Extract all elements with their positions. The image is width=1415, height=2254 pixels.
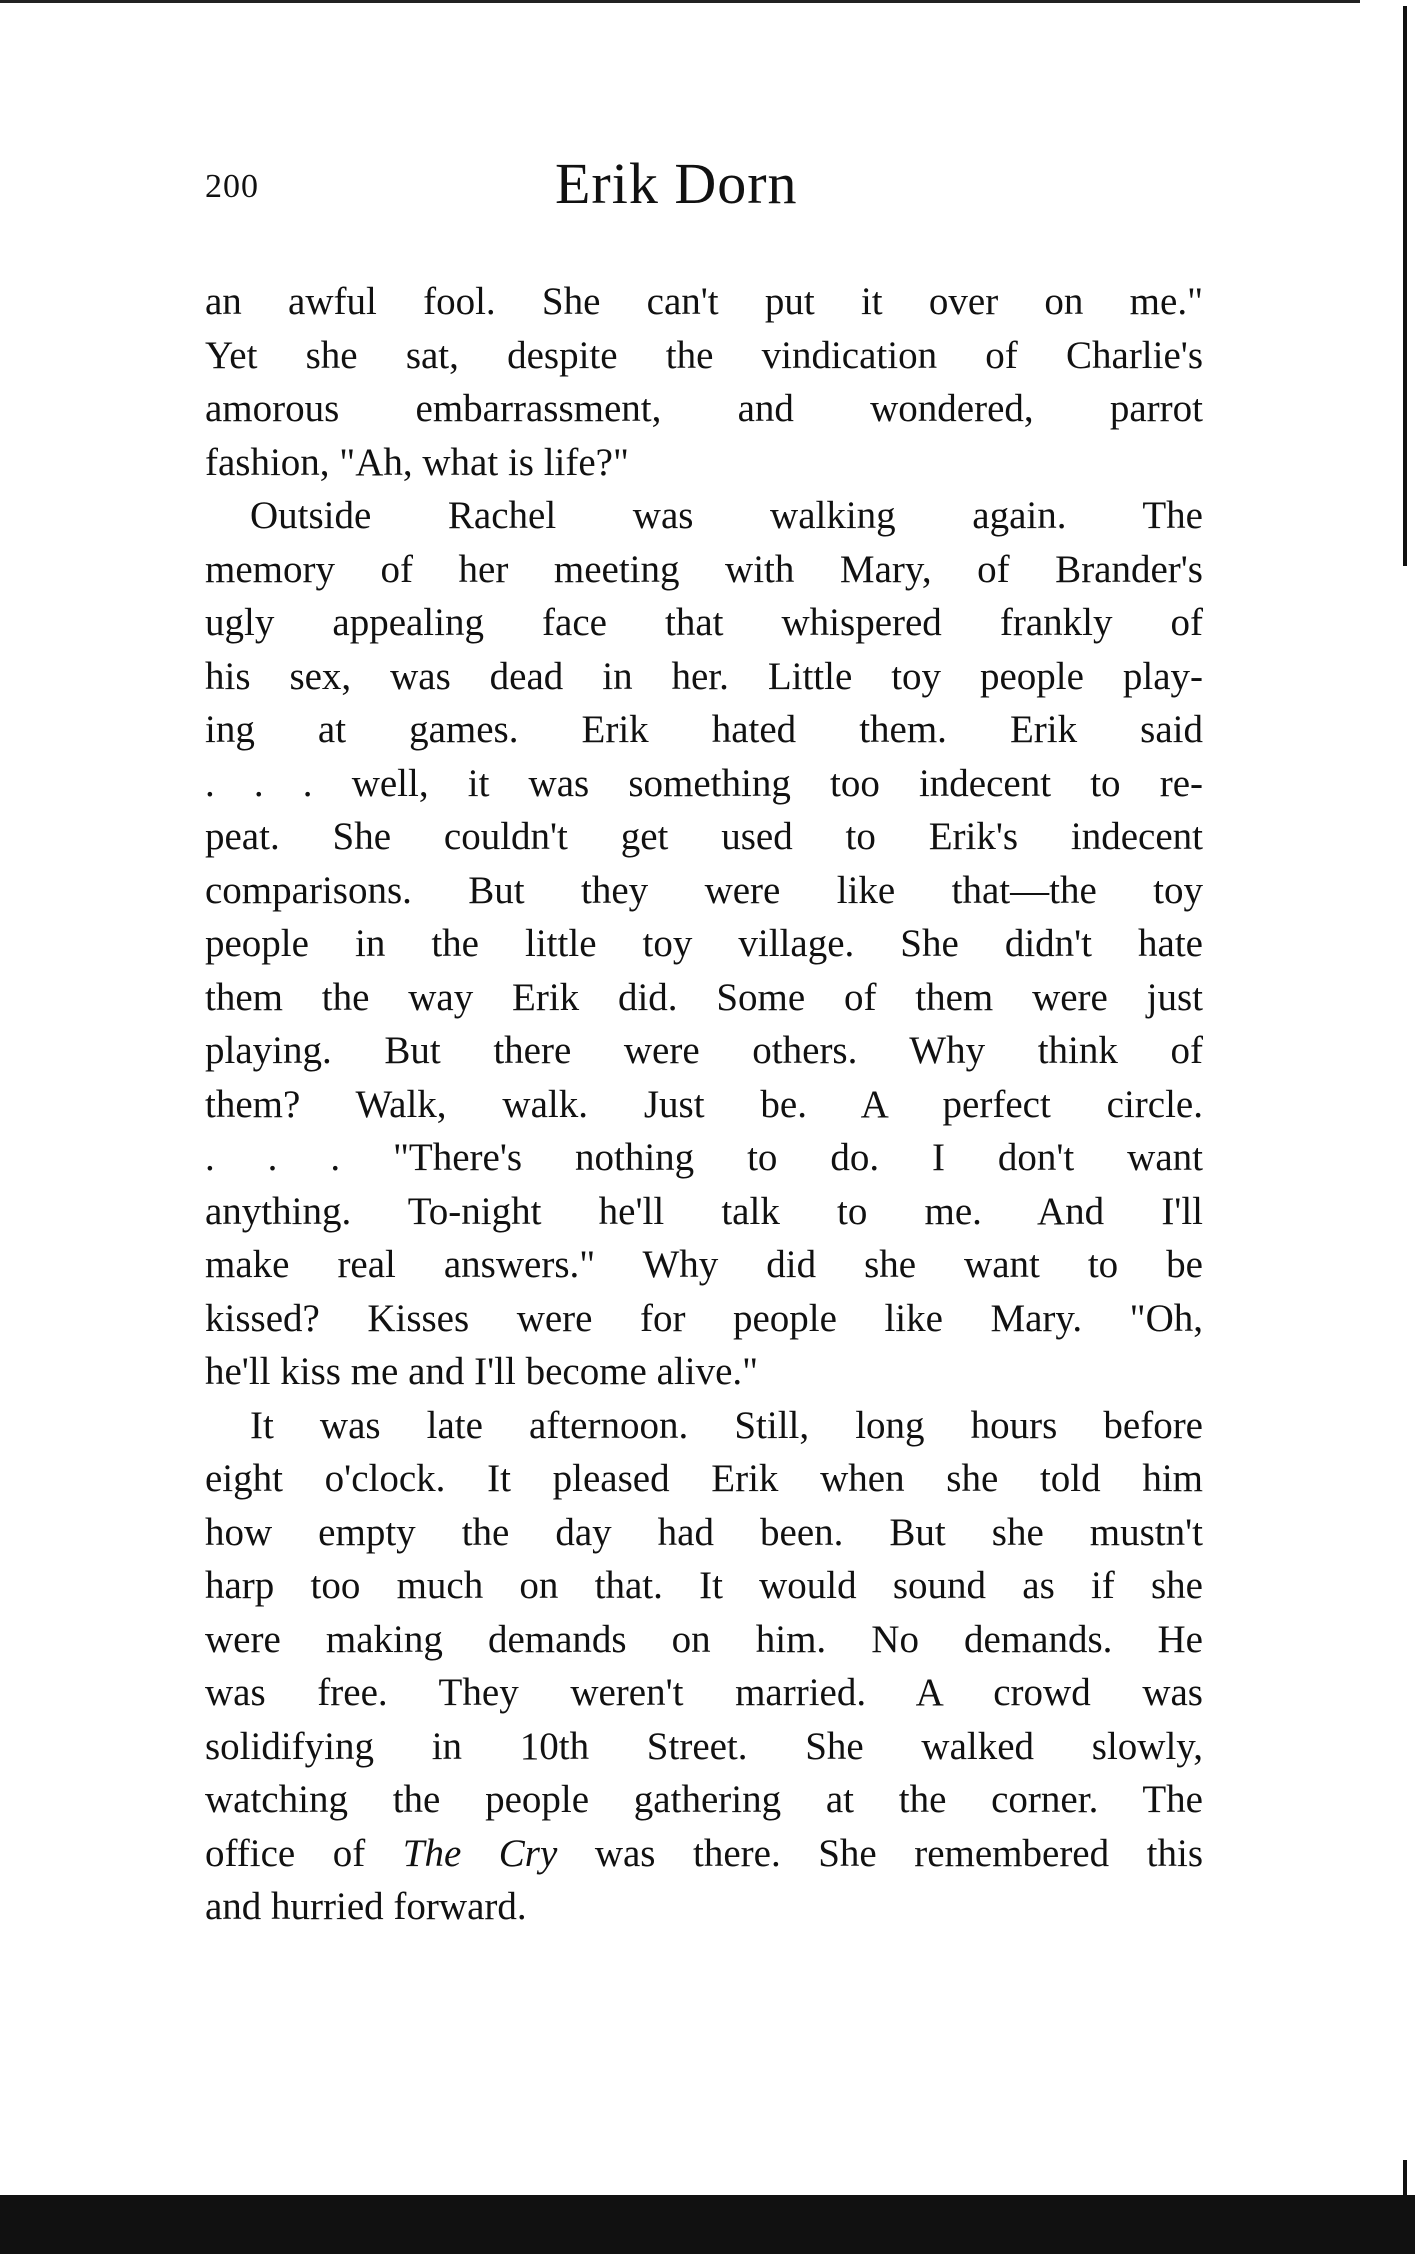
right-edge-shadow (1403, 6, 1407, 566)
text-fragment: was there. She remembered this (557, 1831, 1203, 1875)
text-line: he'll kiss me and I'll become alive." (205, 1350, 759, 1393)
text-line: comparisons. But they were like that—the toy (205, 868, 1203, 912)
newspaper-title: The Cry (402, 1831, 558, 1875)
page-number: 200 (205, 168, 259, 205)
text-line: memory of her meeting with Mary, of Brander's (205, 547, 1203, 591)
text-line: kissed? Kisses were for people like Mary. "Oh, (205, 1296, 1203, 1340)
text-line: amorous embarrassment, and wondered, parrot (205, 387, 1203, 430)
text-line: them the way Erik did. Some of them were just (205, 975, 1203, 1019)
text-line: make real answers." Why did she want to be (205, 1243, 1203, 1286)
text-line: them? Walk, walk. Just be. A perfect circle. (205, 1082, 1203, 1126)
page-header (205, 150, 1205, 230)
text-line: playing. But there were others. Why think of (205, 1029, 1203, 1072)
text-line: peat. She couldn't get used to Erik's indecent (205, 815, 1203, 858)
text-fragment: office of (205, 1831, 403, 1875)
text-line: anything. To-night he'll talk to me. And I'll (205, 1189, 1203, 1233)
text-line: Yet she sat, despite the vindication of Charlie's (205, 333, 1203, 377)
text-line: . . . "There's nothing to do. I don't want (205, 1136, 1203, 1179)
text-line: how empty the day had been. But she mustn't (205, 1510, 1203, 1554)
top-edge-rule (0, 0, 1360, 3)
text-line: and hurried forward. (205, 1885, 527, 1928)
text-line: It was late afternoon. Still, long hours before (250, 1403, 1203, 1447)
text-line: . . . well, it was something too indecent to re- (205, 761, 1203, 805)
running-title: Erik Dorn (555, 151, 798, 216)
text-line: eight o'clock. It pleased Erik when she told him (205, 1457, 1203, 1500)
text-line: an awful fool. She can't put it over on me." (205, 280, 1203, 323)
text-line: ing at games. Erik hated them. Erik said (205, 708, 1203, 751)
text-line: Outside Rachel was walking again. The (250, 494, 1203, 537)
paragraph-1 (205, 275, 1203, 489)
paragraph-2 (205, 489, 1203, 1399)
text-line: watching the people gathering at the corner. The (205, 1778, 1203, 1821)
paragraph-3 (205, 1399, 1203, 1934)
text-line-with-title (205, 1827, 1203, 1881)
text-line: ugly appealing face that whispered frankly of (205, 601, 1203, 644)
text-line: harp too much on that. It would sound as if she (205, 1564, 1203, 1607)
body-text (205, 275, 1203, 1934)
text-line: fashion, "Ah, what is life?" (205, 440, 629, 484)
text-line: solidifying in 10th Street. She walked slowly, (205, 1724, 1203, 1768)
bottom-edge-shadow (0, 2195, 1415, 2254)
text-line: his sex, was dead in her. Little toy people play- (205, 654, 1203, 698)
text-line: was free. They weren't married. A crowd was (205, 1671, 1203, 1714)
text-line: people in the little toy village. She didn't hate (205, 922, 1203, 965)
text-line: were making demands on him. No demands. He (205, 1617, 1203, 1661)
